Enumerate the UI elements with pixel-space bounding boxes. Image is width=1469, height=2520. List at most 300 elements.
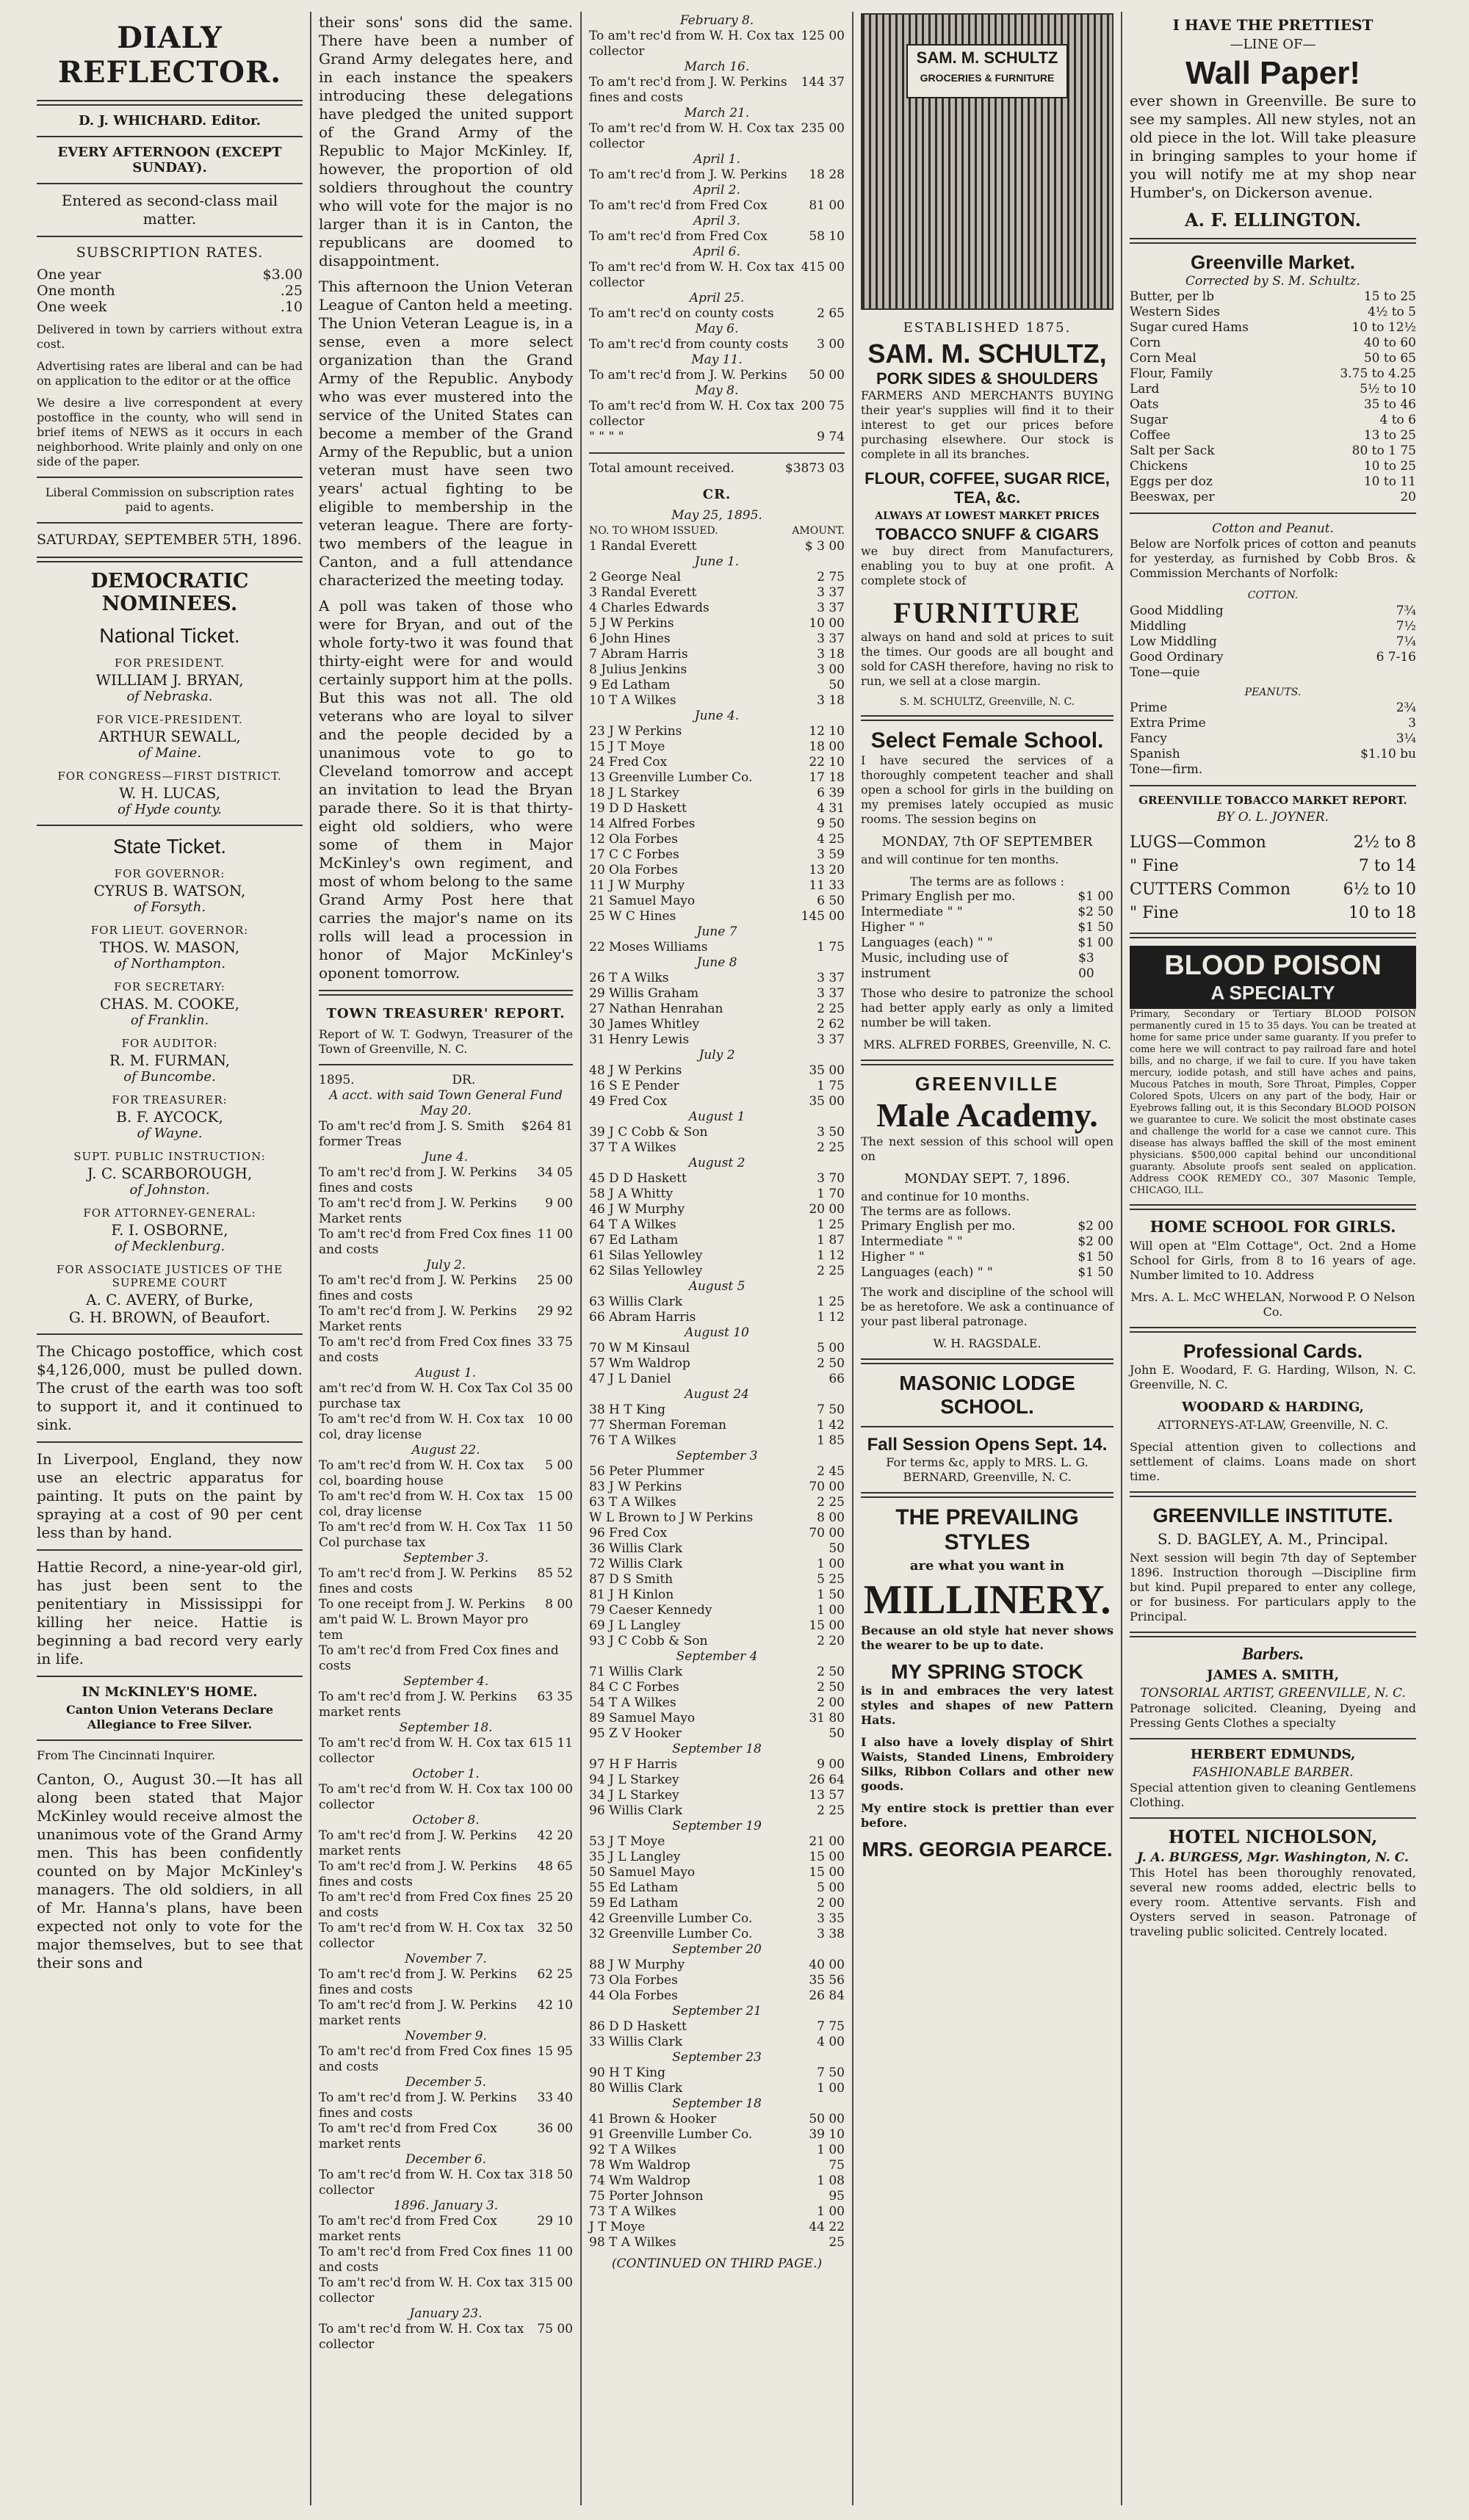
ledger-row [589, 1079, 845, 1094]
female-school-title: Select Female School. [870, 728, 1104, 753]
market-row [1130, 428, 1416, 443]
ledger-row [589, 1402, 845, 1418]
ledger-row [589, 2204, 845, 2220]
ledger-row [589, 2035, 845, 2050]
market-row-label: Lard [1130, 382, 1160, 397]
ledger-item: 33 Willis Clark [589, 2035, 683, 2049]
ledger-item: 38 H T King [589, 1402, 665, 1417]
ledger-item: To am't rec'd from W. H. Cox tax col, dray license [319, 1412, 524, 1442]
ledger-row [589, 1788, 845, 1803]
ledger-amount: 11 00 [537, 2245, 573, 2259]
ledger-row [589, 1295, 845, 1310]
article-chicago: The Chicago postoffice, which cost $4,126,000, must be pulled down. The crust of the earth was too soft to support it, and it continued to sink. [37, 1342, 303, 1433]
ledger-item: 44 Ola Forbes [589, 1988, 678, 2003]
ledger-row [589, 75, 845, 106]
market-corrected-by: Corrected by S. M. Schultz. [1185, 274, 1360, 289]
ledger-amount: 48 65 [537, 1859, 573, 1874]
ledger-row [319, 1412, 573, 1443]
subscription-rates [37, 267, 303, 315]
editor-line: D. J. WHICHARD. Editor. [78, 113, 261, 128]
ledger-row [589, 847, 845, 863]
ledger-amount: 2 00 [817, 1896, 845, 1911]
ledger-item: 89 Samuel Mayo [589, 1711, 696, 1726]
ledger-amount: 3 37 [817, 986, 845, 1001]
male-academy-rates [861, 1219, 1114, 1281]
ledger-date: April 25. [689, 291, 745, 305]
spring-stock-text: is in and embraces the very latest styles and shapes of new Pattern Hats. [861, 1684, 1114, 1727]
hotel-sub: J. A. BURGESS, Mgr. Washington, N. C. [1137, 1850, 1409, 1865]
ledger-item: To am't rec'd from W. H. Cox tax collector [319, 2275, 524, 2306]
ledger-amount: 1 12 [817, 1310, 845, 1325]
ledger-item: 46 J W Murphy [589, 1202, 685, 1217]
ledger-amount: 63 35 [537, 1690, 573, 1704]
ledger-row [319, 1520, 573, 1551]
ledger-amount: 20 00 [809, 1202, 845, 1217]
peanut-row-value: 3¼ [1396, 731, 1416, 746]
ledger-amount: 1 75 [817, 1079, 845, 1093]
ledger-item: 61 Silas Yellowley [589, 1248, 703, 1263]
ledger-row [589, 1418, 845, 1433]
ledger-row [319, 1196, 573, 1227]
publication-schedule: EVERY AFTERNOON (EXCEPT SUNDAY). [57, 145, 282, 175]
ledger-amount: 2 25 [817, 1140, 845, 1155]
ledger-amount: 32 50 [537, 1921, 573, 1936]
tobacco-prices [1130, 831, 1416, 925]
ledger-item: To am't rec'd from J. W. Perkins Market rents [319, 1196, 517, 1226]
market-row [1130, 459, 1416, 474]
ledger-row [589, 2065, 845, 2081]
ledger-row [589, 1757, 845, 1773]
ledger-item: To am't rec'd from Fred Cox fines and costs [319, 1227, 532, 1257]
ledger-row [589, 2081, 845, 2096]
ledger-row [319, 1643, 573, 1674]
smith-text: Patronage solicited. Cleaning, Dyeing and Pressing Gents Clothes a specialty [1130, 1701, 1416, 1730]
ledger-amount: 13 57 [809, 1788, 845, 1803]
ledger-date: August 10 [685, 1325, 749, 1340]
nominee-place: of Buncombe. [123, 1069, 216, 1085]
market-row [1130, 474, 1416, 490]
ledger-amount: 9 74 [817, 430, 845, 444]
ledger-amount [569, 1643, 573, 1674]
ledger-item: 69 J L Langley [589, 1618, 681, 1633]
ledger-row [589, 1495, 845, 1510]
ledger-amount: 3 59 [817, 847, 845, 862]
ledger-amount: 2 45 [817, 1464, 845, 1479]
ledger-amount: 8 00 [545, 1597, 573, 1612]
ledger-amount: 62 25 [537, 1967, 573, 1982]
ledger-row [589, 1140, 845, 1156]
peanut-row [1130, 747, 1416, 762]
ledger-amount: 85 52 [537, 1566, 573, 1581]
ledger-item: 76 T A Wilkes [589, 1433, 676, 1448]
nominee-place: of Hyde county. [118, 802, 222, 817]
ledger-row [589, 1541, 845, 1557]
ledger-item: J T Moye [589, 2220, 646, 2234]
ledger-amount: 1 12 [817, 1248, 845, 1263]
ledger-date: August 22. [411, 1443, 480, 1458]
cotton-row-label: Low Middling [1130, 634, 1217, 649]
rate-row-value: $2 50 [1078, 905, 1114, 919]
male-academy-cont: and continue for 10 months. [861, 1190, 1030, 1203]
tobacco-row-value: 7 to 14 [1358, 857, 1416, 875]
ledger-item: 7 Abram Harris [589, 647, 688, 662]
cotton-row-value: 7½ [1396, 619, 1416, 634]
nominee-office: FOR TREASURER: [112, 1093, 228, 1107]
ledger-date: November 7. [405, 1952, 487, 1966]
female-school-rates [861, 889, 1114, 982]
ledger-amount: 25 [829, 2235, 845, 2250]
male-academy-terms: The terms are as follows. [861, 1204, 1011, 1218]
ledger-amount: 8 00 [817, 1510, 845, 1525]
ledger-amount: 44 22 [809, 2220, 845, 2234]
nominee-office: FOR CONGRESS—FIRST DISTRICT. [57, 770, 282, 783]
ledger-row [589, 1125, 845, 1140]
cotton-row [1130, 604, 1416, 619]
ledger-amount: 50 [829, 1726, 845, 1741]
ledger-amount: 3 00 [817, 662, 845, 677]
institute-text: Next session will begin 7th day of September 1896. Instruction thorough —Discipline firm but kind. Pupil prepared to enter any college, or for business. For particulars apply to the Principal. [1130, 1551, 1416, 1623]
ledger-row [589, 894, 845, 909]
ledger-row [589, 1618, 845, 1634]
ledger-item: 97 H F Harris [589, 1757, 677, 1772]
nominee-name: WILLIAM J. BRYAN, [95, 671, 244, 689]
ledger-row [589, 1433, 845, 1449]
market-row-value: 40 to 60 [1363, 336, 1416, 350]
ledger-item: 5 J W Perkins [589, 616, 674, 631]
ledger-amount: 1 42 [817, 1418, 845, 1433]
treasurer-report-intro: Report of W. T. Godwyn, Treasurer of the Town of Greenville, N. C. [319, 1027, 573, 1056]
ledger-row [589, 647, 845, 662]
ledger-date: December 6. [405, 2152, 487, 2167]
ledger-item: 55 Ed Latham [589, 1880, 679, 1895]
ledger-row [589, 1264, 845, 1279]
rate-row-label: One week [37, 299, 107, 315]
cotton-prices [1130, 604, 1416, 681]
ledger-row [589, 1834, 845, 1850]
wallpaper-title: Wall Paper! [1185, 55, 1360, 91]
rate-row-value: $3.00 [262, 267, 303, 283]
ledger-item: 73 Ola Forbes [589, 1973, 678, 1988]
ledger-row [589, 2235, 845, 2251]
ledger-date: May 20. [420, 1104, 472, 1118]
ledger-amount: 144 37 [801, 75, 845, 90]
ledger-row [589, 1711, 845, 1726]
ledger-row [589, 1773, 845, 1788]
column-masthead [29, 13, 310, 2505]
ledger-date: June 4. [423, 1150, 469, 1165]
ledger-date: September 3 [676, 1449, 758, 1463]
ledger-amount: 1 25 [817, 1295, 845, 1309]
ledger-row [589, 724, 845, 739]
article-hattie: Hattie Record, a nine-year-old girl, has just been sent to the penitentiary in Mississippi for killing her neice. Hattie is beginning a bad record very early in life. [37, 1558, 303, 1668]
article-source: From The Cincinnati Inquirer. [37, 1748, 216, 1762]
ledger-amount: 1 00 [817, 2204, 845, 2219]
national-nominees [37, 656, 303, 817]
ledger-date: September 18 [672, 2096, 762, 2111]
peanut-row [1130, 762, 1416, 778]
ledger-item: To am't rec'd from J. W. Perkins market rents [319, 1828, 517, 1858]
ledger-row [319, 2322, 573, 2353]
ledger-item: To am't rec'd from W. H. Cox tax collector [319, 1921, 524, 1951]
styles-sub: are what you want in [909, 1558, 1065, 1574]
ledger-amount: 2 20 [817, 1634, 845, 1648]
ledger-row [589, 1510, 845, 1526]
tobacco-row-label: " Fine [1130, 904, 1179, 922]
ledger-date: January 23. [409, 2306, 483, 2321]
ledger-item: 78 Wm Waldrop [589, 2158, 690, 2173]
ledger-row [589, 1094, 845, 1109]
ledger-credit-date: May 25, 1895. [671, 508, 762, 523]
tobacco-row-value: 6½ to 10 [1343, 880, 1416, 899]
ledger-credits [589, 539, 845, 2251]
ledger-row [589, 1464, 845, 1480]
ledger-item: 92 T A Wilkes [589, 2143, 676, 2157]
ledger-amount: 7 75 [817, 2019, 845, 2034]
blood-poison-title: BLOOD POISON [1164, 950, 1382, 981]
cotton-heading: COTTON. [1247, 590, 1299, 601]
ledger-amount: 11 50 [537, 1520, 573, 1535]
ledger-amount: 13 20 [809, 863, 845, 877]
ledger-item: 74 Wm Waldrop [589, 2173, 690, 2188]
ledger-amount: 3 37 [817, 631, 845, 646]
ledger-date: April 1. [693, 152, 740, 167]
ledger-row [589, 1803, 845, 1819]
ledger-item: 70 W M Kinsaul [589, 1341, 690, 1355]
article-canton-cont-3: A poll was taken of those who were for Bryan, and out of the whole forty-two it was found that thirty-eight were for and would certainly support him at the polls. But this was not all. The old veterans who are loyal to silver and the people decided by a unanimous vote to go to Cleveland tomorrow and accept an invitation to lead the Bryan parade there. So it is that thirty-eight old soldiers, who were some of them in Major McKinley's own regiment, and most of whom belong to the same Grand Army Post here that carries the major's name on its rolls will lead a procession in honor of Major McKinley's oponent tomorrow. [319, 597, 573, 982]
blood-poison-text: Primary, Secondary or Tertiary BLOOD POISON permanently cured in 15 to 35 days. You can be treated at home for same price under same guaranty. If you prefer to come here we will contract to pay railroad fare and hotel bills, and no charge, if we fail to cure. If you have taken mercury, iodide potash, and still have aches and pains, Mucous Patches in mouth, Sore Throat, Pimples, Copper Colored Spots, Ulcers on any part of the body, Hair or Eyebrows falling out, it is this Secondary BLOOD POISON we guarantee to cure. We solicit the most obstinate cases and challenge the world for a case we cannot cure. This disease has always baffled the skill of the most eminent physicians. $500,000 capital behind our unconditional guaranty. Absolute proofs sent sealed on application. Address COOK REMEDY CO., 307 Masonic Temple, CHICAGO, ILL. [1130, 1009, 1416, 1196]
ledger-row [589, 1248, 845, 1264]
ledger-amount: 33 40 [537, 2090, 573, 2105]
market-row [1130, 305, 1416, 320]
ledger-item: 34 J L Starkey [589, 1788, 679, 1803]
ledger-year: 1895. [319, 1073, 355, 1087]
ledger-item: W L Brown to J W Perkins [589, 1510, 754, 1525]
ledger-amount: 5 00 [817, 1341, 845, 1355]
ledger-row [319, 1921, 573, 1952]
peanut-row-value: 2¾ [1396, 700, 1416, 715]
ledger-item: 98 T A Wilkes [589, 2235, 676, 2250]
article-liverpool: In Liverpool, England, they now use an electric apparatus for painting. It puts on the paint by spraying at a cost of 90 per cent less than by hand. [37, 1450, 303, 1541]
rate-row-label: Higher " " [861, 1250, 925, 1264]
market-row-value: 10 to 11 [1363, 474, 1416, 489]
ledger-item: 15 J T Moye [589, 739, 665, 754]
ledger-total-amount: $3873 03 [784, 461, 845, 476]
ledger-item: 53 J T Moye [589, 1834, 665, 1849]
ledger-item: 73 T A Wilkes [589, 2204, 676, 2219]
ledger-row [589, 1927, 845, 1942]
ledger-date: April 2. [693, 183, 740, 198]
market-row-value: 50 to 65 [1363, 351, 1416, 366]
ledger-amount: 1 85 [817, 1433, 845, 1448]
ledger-item: 22 Moses Williams [589, 940, 708, 955]
nominees-heading: DEMOCRATIC NOMINEES. [90, 570, 249, 615]
hotel-text: This Hotel has been thoroughly renovated, several new rooms added, electric bells to every room. Attentive servants. Fish and Oysters served in season. Patronage of traveling public solicited. Centrely located. [1130, 1866, 1416, 1938]
edmunds-sub: FASHIONABLE BARBER. [1192, 1765, 1354, 1780]
ledger-item: To am't rec'd from W. H. Cox tax collector [319, 2168, 524, 2198]
ledger-row [589, 786, 845, 801]
rate-row-value: $2 00 [1078, 1234, 1114, 1249]
ledger-row [589, 1063, 845, 1079]
market-row [1130, 413, 1416, 428]
ledger-item: 59 Ed Latham [589, 1896, 679, 1911]
ledger-amount: 1 00 [817, 1557, 845, 1571]
ledger-row [589, 1587, 845, 1603]
wallpaper-line2: —LINE OF— [1230, 37, 1316, 52]
ledger-amount: 415 00 [801, 260, 845, 275]
ledger-amount: 4 00 [817, 2035, 845, 2049]
ledger-item: 32 Greenville Lumber Co. [589, 1927, 753, 1941]
rate-row [861, 905, 1114, 920]
ledger-item: 9 Ed Latham [589, 678, 671, 692]
ledger-amount: $264 81 [521, 1119, 573, 1134]
ledger-amount: 5 00 [545, 1458, 573, 1473]
ledger-row [589, 801, 845, 817]
pearce-signature: MRS. GEORGIA PEARCE. [862, 1838, 1113, 1861]
market-row-value: 15 to 25 [1363, 289, 1416, 304]
ledger-row [589, 399, 845, 430]
ledger-amount: 22 10 [809, 755, 845, 770]
attorneys-line: ATTORNEYS-AT-LAW, Greenville, N. C. [1157, 1418, 1389, 1432]
female-school-date: MONDAY, 7th OF SEPTEMBER [881, 834, 1093, 850]
hotel-name: HOTEL NICHOLSON, [1168, 1826, 1378, 1847]
tobacco-market-by: BY O. L. JOYNER. [1216, 810, 1329, 825]
furniture-heading: FURNITURE [893, 596, 1081, 629]
ledger-item: 84 C C Forbes [589, 1680, 679, 1695]
ledger-amount: 6 39 [817, 786, 845, 800]
ledger-item: 27 Nathan Henrahan [589, 1002, 723, 1016]
ledger-amount: 2 25 [817, 1803, 845, 1818]
market-row [1130, 490, 1416, 505]
ledger-amount: 3 00 [817, 337, 845, 352]
ledger-date: August 1. [415, 1366, 477, 1380]
ledger-row [589, 2173, 845, 2189]
wallpaper-signature: A. F. ELLINGTON. [1185, 209, 1361, 231]
ledger-account: A acct. with said Town General Fund [329, 1088, 563, 1103]
rate-row [861, 1265, 1114, 1281]
ledger-amount: 58 10 [809, 229, 845, 244]
ledger-item: 50 Samuel Mayo [589, 1865, 696, 1880]
ledger-row [319, 2245, 573, 2275]
market-row [1130, 366, 1416, 382]
ledger-item: To am't rec'd from Fred Cox fines and costs [319, 1335, 532, 1365]
ledger-amount: 235 00 [801, 121, 845, 136]
ledger-row [589, 940, 845, 955]
pork-text: FARMERS AND MERCHANTS BUYING their year's supplies will find it to their interest to get our prices before purchasing elsewhere. Our stock is complete in all its branches. [861, 388, 1114, 461]
masonic-school-title: MASONIC LODGE SCHOOL. [899, 1372, 1075, 1418]
display-text: I also have a lovely display of Shirt Waists, Standed Linens, Embroidery Silks, Ribbon Collars and other new goods. [861, 1735, 1114, 1793]
market-row-value: 10 to 25 [1363, 459, 1416, 474]
cotton-row [1130, 634, 1416, 650]
ledger-amount: 15 00 [537, 1489, 573, 1504]
ledger-item: 41 Brown & Hooker [589, 2112, 717, 2126]
ledger-amount: 25 20 [537, 1890, 573, 1905]
ledger-amount: 3 37 [817, 585, 845, 600]
ledger-item: 87 D S Smith [589, 1572, 674, 1587]
ledger-date: April 3. [693, 214, 740, 228]
furniture-text: always on hand and sold at prices to suit the times. Our goods are all bought and sold for CASH therefore, having no risk to run, we sell at a close margin. [861, 630, 1114, 688]
ledger-date: May 6. [695, 322, 739, 336]
ledger-item: To am't rec'd from W. H. Cox tax col, boarding house [319, 1458, 524, 1488]
rate-row-value: $1 50 [1078, 1250, 1114, 1264]
smith-name: JAMES A. SMITH, [1207, 1668, 1339, 1683]
edmunds-text: Special attention given to cleaning Gentlemens Clothing. [1130, 1781, 1416, 1809]
institute-principal: S. D. BAGLEY, A. M., Principal. [1157, 1530, 1389, 1548]
market-row-value: 4 to 6 [1379, 413, 1416, 427]
ledger-row [319, 2214, 573, 2245]
ledger-row [589, 570, 845, 585]
peanut-row-value: 3 [1408, 716, 1416, 731]
ledger-row [589, 1726, 845, 1742]
ledger-row [589, 1634, 845, 1649]
ledger-item: To am't rec'd from J. W. Perkins fines and costs [319, 1967, 517, 1997]
ledger-row [589, 1865, 845, 1880]
ledger-item: 35 J L Langley [589, 1850, 681, 1864]
ledger-row [319, 2168, 573, 2198]
ledger-row [589, 306, 845, 322]
rate-row-label: One year [37, 267, 101, 283]
nominee-office: FOR ATTORNEY-GENERAL: [83, 1206, 256, 1220]
ledger-amount: 95 [829, 2189, 845, 2204]
ledger-item: To am't rec'd from W. H. Cox tax collector [319, 1782, 524, 1812]
ledger-amount: 315 00 [529, 2275, 573, 2290]
ledger-row [319, 1967, 573, 1998]
nominee-name: F. I. OSBORNE, [111, 1221, 228, 1239]
ledger-date: June 7 [696, 924, 737, 939]
ledger-item: 16 S E Pender [589, 1079, 679, 1093]
professional-names: John E. Woodard, F. G. Harding, Wilson, N. C. Greenville, N. C. [1130, 1363, 1416, 1391]
ledger-row [589, 601, 845, 616]
ledger-row [589, 2143, 845, 2158]
delivery-note: Delivered in town by carriers without extra cost. [37, 322, 303, 351]
ledger-amount: 2 25 [817, 1002, 845, 1016]
ledger-amount: 35 00 [537, 1381, 573, 1396]
ledger-row [589, 29, 845, 59]
rate-row-label: Music, including use of instrument [861, 951, 1008, 981]
ledger-row [589, 1526, 845, 1541]
ledger-date: September 20 [672, 1942, 762, 1957]
established-line: ESTABLISHED 1875. [903, 320, 1072, 336]
tobacco-row [1130, 878, 1416, 902]
market-row-label: Beeswax, per [1130, 490, 1215, 504]
rate-row [861, 935, 1114, 951]
cotton-row-value: 7¼ [1396, 634, 1416, 649]
tobacco-row-label: LUGS—Common [1130, 833, 1266, 852]
ledger-row [589, 229, 845, 245]
ledger-item: 71 Willis Clark [589, 1665, 683, 1679]
ledger-item: 67 Ed Latham [589, 1233, 679, 1248]
ledger-row [589, 1002, 845, 1017]
ledger-item: 39 J C Cobb & Son [589, 1125, 708, 1140]
market-row-label: Eggs per doz [1130, 474, 1213, 489]
rate-row [37, 283, 303, 299]
tobacco-row-label: CUTTERS Common [1130, 880, 1291, 899]
ledger-item: 66 Abram Harris [589, 1310, 696, 1325]
ledger-item: To am't rec'd from J. W. Perkins fines and costs [319, 1273, 517, 1303]
ledger-amount: 6 50 [817, 894, 845, 908]
male-academy-top: GREENVILLE [914, 1073, 1060, 1095]
nominee-name: CHAS. M. COOKE, [99, 995, 240, 1013]
ledger-date: June 1. [694, 554, 740, 569]
ledger-row [589, 167, 845, 183]
ledger-year-line [319, 1073, 573, 1088]
ledger-amount: 2 50 [817, 1356, 845, 1371]
ledger-row [589, 1896, 845, 1911]
tobacco-row-label: " Fine [1130, 857, 1179, 875]
ledger-date: 1896. January 3. [393, 2198, 499, 2213]
ledger-row [589, 1032, 845, 1048]
rate-row-value: $1 50 [1078, 1265, 1114, 1280]
ledger-item: 75 Porter Johnson [589, 2189, 704, 2204]
